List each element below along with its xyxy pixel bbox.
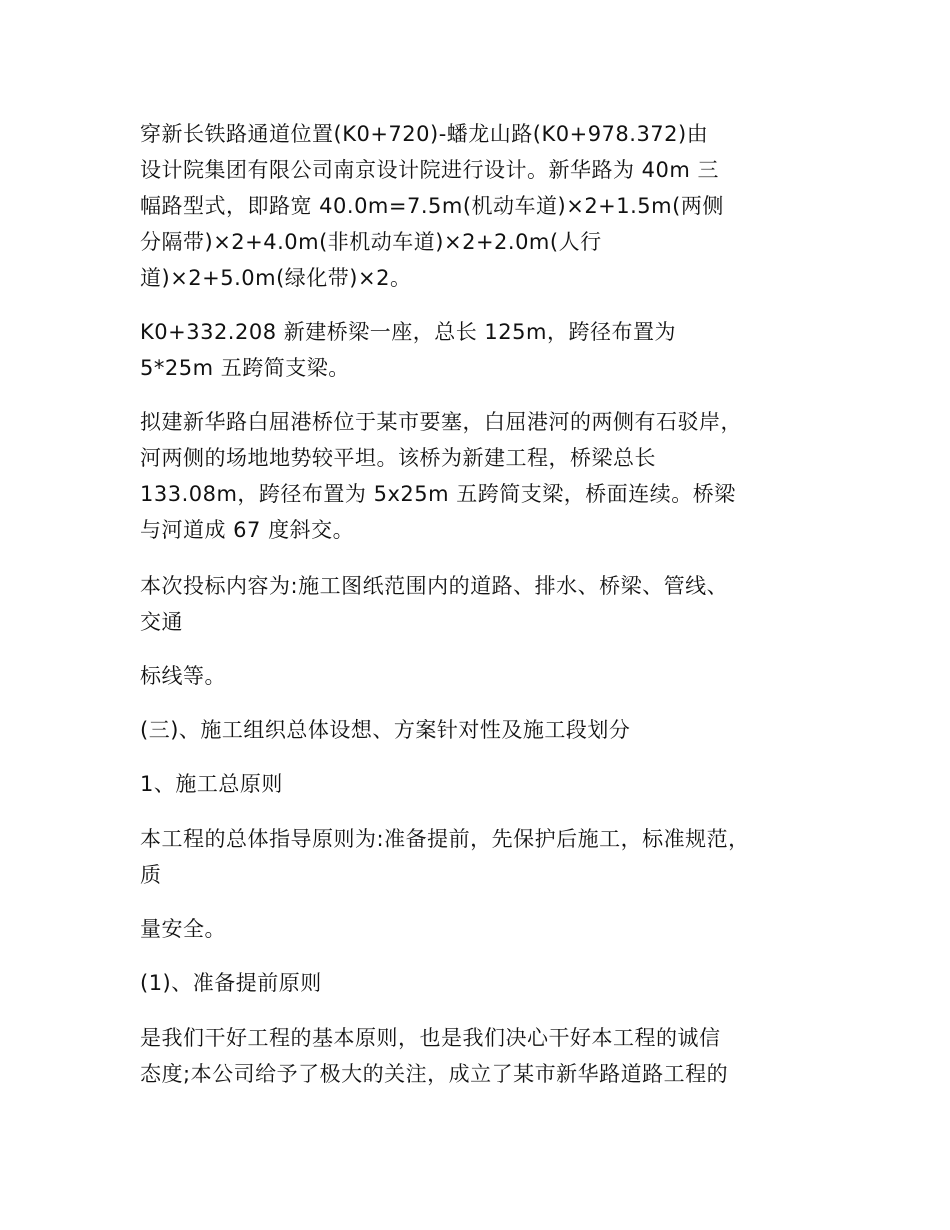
text-line: 质: [140, 863, 162, 887]
text-line: 道)×2+5.0m(绿化带)×2。: [140, 266, 412, 290]
paragraph-bid-scope: [140, 568, 830, 640]
subsection-heading: 1、施工总原则: [140, 772, 283, 796]
text-line: 交通: [140, 610, 183, 634]
text-line: 标线等。: [140, 664, 226, 688]
text-line: 本次投标内容为:施工图纸范围内的道路、排水、桥梁、管线、: [140, 574, 729, 598]
paragraph-bid-scope-cont: [140, 658, 830, 694]
text-line: 本工程的总体指导原则为:准备提前，先保护后施工，标准规范，: [140, 827, 750, 851]
text-line: 133.08m，跨径布置为 5x25m 五跨简支梁，桥面连续。桥梁: [140, 482, 736, 506]
paragraph-baiqugang-bridge: [140, 404, 830, 548]
text-line: 是我们干好工程的基本原则，也是我们决心干好本工程的诚信: [140, 1026, 721, 1050]
paragraph-new-bridge: [140, 314, 830, 386]
paragraph-prep-principle: [140, 1020, 830, 1092]
text-line: 5*25m 五跨简支梁。: [140, 356, 350, 380]
section-heading-3: [140, 712, 830, 748]
text-line: 量安全。: [140, 917, 226, 941]
paragraph-route-design: [140, 116, 830, 296]
text-line: 穿新长铁路通道位置(K0+720)-蟠龙山路(K0+978.372)由: [140, 122, 709, 146]
text-line: 态度;本公司给予了极大的关注，成立了某市新华路道路工程的: [140, 1062, 729, 1086]
text-line: 与河道成 67 度斜交。: [140, 518, 355, 542]
text-line: 设计院集团有限公司南京设计院进行设计。新华路为 40m 三: [140, 158, 720, 182]
text-line: 分隔带)×2+4.0m(非机动车道)×2+2.0m(人行: [140, 230, 602, 254]
text-line: K0+332.208 新建桥梁一座，总长 125m，跨径布置为: [140, 320, 676, 344]
text-line: 河两侧的场地地势较平坦。该桥为新建工程，桥梁总长: [140, 446, 656, 470]
paragraph-principles: [140, 821, 830, 893]
item-heading-1: [140, 965, 830, 1001]
item-heading: (1)、准备提前原则: [140, 971, 322, 995]
paragraph-principles-cont: [140, 911, 830, 947]
section-heading: (三)、施工组织总体设想、方案针对性及施工段划分: [140, 718, 631, 742]
text-line: 拟建新华路白屈港桥位于某市要塞，白屈港河的两侧有石驳岸，: [140, 410, 742, 434]
subsection-heading-1: [140, 766, 830, 802]
text-line: 幅路型式，即路宽 40.0m=7.5m(机动车道)×2+1.5m(两侧: [140, 194, 724, 218]
